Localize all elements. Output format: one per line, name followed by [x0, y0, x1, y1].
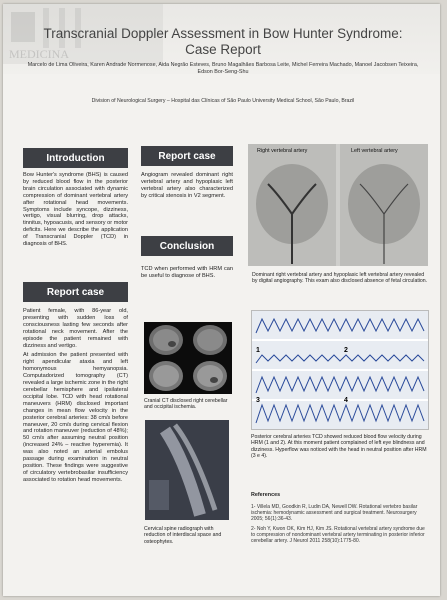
- xray-art: [145, 420, 229, 520]
- report-case-paragraph-2: At admission the patient presented with right apendicular ataxia and left homonymous hemyanopsia. Computadorized tomography (CT) revealed a large ischemic zone in the right cerebellar hemisphere and ipsilateral occipital lobe. TCD with head rotational maneuvers (HRM) disclosed important changes in mean flow velocity in the posterior cerebral arteries: 38 cm/s before maneuver, 20 cm/s during cervical flexion and rotation maneuver (reduction of 48%); 50 cm/s after assuming neutral position (increased 24% – reactive hyperemia). It was also noted an arterial embolus passage during examination in neutral position. These findings were suggestive of circulatory vertebrobasilar insufficiency associated to rotation head movements.: [23, 352, 128, 483]
- angio-label-right: Right vertebral artery: [257, 148, 308, 154]
- poster-title: Transcranial Doppler Assessment in Bow Hunter Syndrome: Case Report: [43, 26, 403, 57]
- angiography-image: [248, 144, 428, 266]
- poster-affiliation: Division of Neurological Surgery – Hospital das Clínicas of São Paulo University Medical School, São Paulo, Brazil: [91, 98, 355, 104]
- tcd-waveform-panel: [251, 310, 429, 430]
- angiography-art: [248, 144, 428, 266]
- poster-authors: Marcelo de Lima Oliveira, Karen Andrade Normenose, Aida Negrão Esteves, Bruno Magalhães Barbosa Leite, Michel Ferreira Machado, Manoel Jacobsen Teixeira, Edson Bor-Seng-Shu: [27, 62, 419, 75]
- tcd-waveform-art: [252, 311, 428, 429]
- report-case-mid-text: Angiogram revealed dominant right vertebral artery and hypoplasic left vertebral artery also characterized by critical stenosis in V2 segment.: [141, 172, 233, 199]
- ct-scan-art: [144, 322, 232, 394]
- ct-scan-image: [144, 322, 232, 394]
- introduction-text: Bow Hunter's syndrome (BHS) is caused by reduced blood flow in the posterior brain circulation associated with dynamic compression of dominant vertebral artery after rotational head movements. Symptoms include syncope, dizziness, vertigo, visual blurring, drop attacks, tinnitus, hypoacusis, and sensory or motor deficits. Here we describe the application of Transcranial Doppler (TCD) in diagnosis of BHS.: [23, 172, 128, 248]
- report-case-left-text: [23, 308, 128, 487]
- xray-caption: Cervical spine radiograph with reduction of interdiscal space and osteophytes.: [144, 526, 222, 545]
- reference-2: 2- Noh Y, Kwon OK, Kim HJ, Kim JS. Rotational vertebral artery syndrome due to compression of nondominant vertebral artery terminating in posterior inferior cerebellar artery. J Neurol 2011 258(10):1775-80.: [251, 526, 425, 545]
- tcd-panel-number-3: 3: [256, 397, 260, 404]
- reference-1: 1- Villela MD, Goodkin R, Ludin DA, Newell DW. Rotational vertebro basilar ischemia: hemodynamic assessment and surgical treatment. Neurosurgery 2005; 56(1):36-43.: [251, 504, 418, 523]
- report-case-paragraph-1: Patient female, with 86-year old, presenting with sudden loss of consciousness lasting few seconds after rotational neck movement. After the episode the patient remained with dizziness and vertigo.: [23, 308, 128, 349]
- references-heading: References: [251, 492, 281, 498]
- cervical-xray-image: [145, 420, 229, 520]
- poster: [3, 4, 440, 596]
- conclusion-text: TCD when performed with HRM can be useful to diagnose of BHS.: [141, 266, 233, 279]
- tcd-panel-number-4: 4: [344, 397, 348, 404]
- report-case-left-heading: Report case: [23, 282, 128, 302]
- report-case-mid-heading: Report case: [141, 146, 233, 166]
- angio-label-left: Left vertebral artery: [351, 148, 398, 154]
- banner-watermark-text: MEDICINA: [9, 47, 69, 61]
- angiography-caption: Dominant right vertebral artery and hypoplasic left vertebral artery revealed by digital angiography. This exam also disclosed absence of fetal circulation.: [252, 272, 428, 285]
- tcd-panel-number-1: 1: [256, 347, 260, 354]
- conclusion-heading: Conclusion: [141, 236, 233, 256]
- introduction-heading: Introduction: [23, 148, 128, 168]
- tcd-panel-number-2: 2: [344, 347, 348, 354]
- ct-caption: Cranial CT disclosed right cerebellar and occipital ischemia.: [144, 398, 228, 411]
- tcd-caption: Posterior cerebral arteries TCD showed reduced blood flow velocity during HRM (1 and 2). At this moment patient complained of left eye blindness and dizziness. Hyperflow was noticed with the head in neutral position after HRM (3 e 4).: [251, 434, 427, 460]
